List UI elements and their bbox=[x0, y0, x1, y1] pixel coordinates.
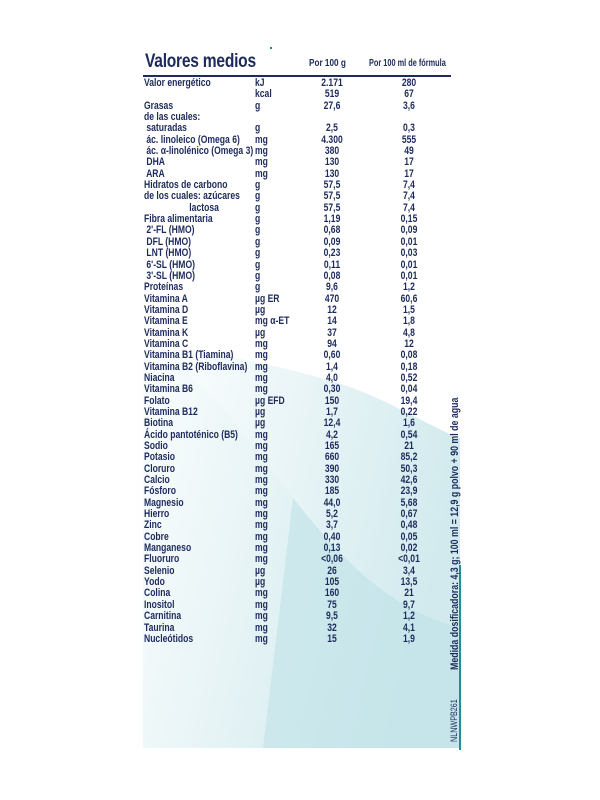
value-per-100ml: 85,2 bbox=[400, 451, 418, 464]
value-per-100ml: 4,8 bbox=[403, 326, 415, 339]
value-per-100ml: 7,4 bbox=[403, 201, 415, 214]
nutrient-name: ARA bbox=[144, 167, 165, 180]
nutrient-name: Taurina bbox=[144, 621, 175, 634]
value-per-100g: 44,0 bbox=[323, 496, 341, 509]
nutrient-unit: mg bbox=[255, 496, 268, 509]
value-per-100g: 94 bbox=[327, 337, 337, 350]
value-per-100ml: 3,4 bbox=[403, 564, 415, 577]
value-per-100ml: 1,5 bbox=[403, 303, 415, 316]
nutrient-unit: mg bbox=[255, 587, 268, 600]
nutrient-unit: g bbox=[255, 269, 261, 282]
value-per-100ml: <0,01 bbox=[398, 553, 420, 566]
nutrient-name: Fósforo bbox=[144, 485, 176, 498]
nutrient-unit: µg bbox=[255, 326, 266, 339]
value-per-100ml: 9,7 bbox=[403, 598, 415, 611]
product-code: NLNWPB261 bbox=[449, 699, 459, 742]
value-per-100g: 0,08 bbox=[323, 269, 341, 282]
value-per-100g: 0,68 bbox=[323, 224, 341, 237]
nutrition-table bbox=[143, 48, 460, 748]
nutrient-name: Hidratos de carbono bbox=[144, 179, 228, 192]
value-per-100ml: 21 bbox=[404, 587, 414, 600]
value-per-100g: 130 bbox=[324, 156, 340, 169]
value-per-100g: 0,11 bbox=[323, 258, 341, 271]
value-per-100ml: 60,6 bbox=[400, 292, 418, 305]
nutrient-name: 2'-FL (HMO) bbox=[144, 224, 195, 237]
nutrient-name: ác. α-linolénico (Omega 3) bbox=[144, 145, 254, 158]
nutrient-name: saturadas bbox=[144, 122, 187, 135]
value-per-100ml: 7,4 bbox=[403, 190, 415, 203]
nutrient-name: ác. linoleico (Omega 6) bbox=[144, 133, 240, 146]
value-per-100g: 0,23 bbox=[323, 247, 341, 260]
value-per-100ml: 42,6 bbox=[400, 474, 418, 487]
nutrient-unit: mg α-ET bbox=[255, 315, 290, 328]
nutrient-name: Manganeso bbox=[144, 542, 192, 555]
table-title: Valores medios bbox=[145, 51, 256, 72]
nutrient-unit: g bbox=[255, 179, 261, 192]
nutrient-unit: mg bbox=[255, 632, 268, 645]
value-per-100g: 37 bbox=[327, 326, 337, 339]
nutrient-unit: mg bbox=[255, 371, 268, 384]
value-per-100ml: 7,4 bbox=[403, 179, 415, 192]
nutrient-unit: mg bbox=[255, 156, 268, 169]
value-per-100g: 4.300 bbox=[321, 133, 343, 146]
nutrient-unit: g bbox=[255, 99, 261, 112]
nutrient-name: Biotina bbox=[144, 417, 174, 430]
value-per-100ml: 23,9 bbox=[400, 485, 418, 498]
value-per-100g: 0,30 bbox=[323, 383, 341, 396]
value-per-100ml: 12 bbox=[404, 337, 414, 350]
nutrient-name: Yodo bbox=[144, 576, 165, 589]
nutrient-unit: mg bbox=[255, 610, 268, 623]
nutrient-name: Carnitina bbox=[144, 610, 182, 623]
nutrient-unit: g bbox=[255, 281, 261, 294]
value-per-100ml: 0,18 bbox=[400, 360, 418, 373]
nutrient-unit: g bbox=[255, 235, 261, 248]
value-per-100g: 330 bbox=[324, 474, 340, 487]
value-per-100g: 160 bbox=[324, 587, 340, 600]
value-per-100ml: 0,52 bbox=[400, 371, 418, 384]
value-per-100ml: 0,05 bbox=[400, 530, 418, 543]
nutrient-name: Vitamina B1 (Tiamina) bbox=[144, 349, 234, 362]
nutrient-unit: mg bbox=[255, 508, 268, 521]
nutrient-name: Cobre bbox=[144, 530, 169, 543]
nutrient-unit: g bbox=[255, 247, 261, 260]
value-per-100ml: 1,6 bbox=[403, 417, 415, 430]
value-per-100g: 519 bbox=[324, 88, 340, 101]
nutrient-unit: mg bbox=[255, 349, 268, 362]
nutrient-unit: g bbox=[255, 190, 261, 203]
nutrient-unit: mg bbox=[255, 337, 268, 350]
nutrient-name: Vitamina C bbox=[144, 337, 189, 350]
nutrient-unit: mg bbox=[255, 462, 268, 475]
value-per-100g: 15 bbox=[327, 632, 337, 645]
nutrient-unit: g bbox=[255, 224, 261, 237]
nutrient-name: Valor energético bbox=[144, 77, 211, 89]
nutrient-unit: mg bbox=[255, 383, 268, 396]
value-per-100g: 57,5 bbox=[323, 190, 341, 203]
nutrient-unit: µg EFD bbox=[255, 394, 285, 407]
nutrient-name: DHA bbox=[144, 156, 165, 169]
nutrient-name: Inositol bbox=[144, 598, 175, 611]
value-per-100ml: 0,15 bbox=[400, 213, 418, 226]
value-per-100g: 470 bbox=[324, 292, 340, 305]
nutrient-unit: mg bbox=[255, 542, 268, 555]
value-per-100g: 5,2 bbox=[326, 508, 338, 521]
value-per-100g: 12 bbox=[327, 303, 337, 316]
value-per-100g: 1,7 bbox=[326, 405, 338, 418]
nutrient-unit: mg bbox=[255, 530, 268, 543]
nutrient-unit: mg bbox=[255, 167, 268, 180]
column-header-per-100g: Por 100 g bbox=[309, 57, 346, 69]
nutrient-name: de los cuales: azúcares bbox=[144, 190, 240, 203]
value-per-100g: 1,19 bbox=[323, 213, 341, 226]
value-per-100ml: 0,02 bbox=[400, 542, 418, 555]
value-per-100ml: 1,2 bbox=[403, 281, 415, 294]
value-per-100g: 9,6 bbox=[326, 281, 338, 294]
nutrient-name: Colina bbox=[144, 587, 171, 600]
value-per-100g: 0,60 bbox=[323, 349, 341, 362]
value-per-100ml: 67 bbox=[404, 88, 414, 101]
nutrient-name: Vitamina K bbox=[144, 326, 189, 339]
nutrient-unit: kJ bbox=[255, 77, 265, 89]
nutrient-unit: mg bbox=[255, 519, 268, 532]
value-per-100ml: 19,4 bbox=[400, 394, 418, 407]
nutrient-unit: µg bbox=[255, 303, 266, 316]
value-per-100ml: 1,2 bbox=[403, 610, 415, 623]
nutrient-name: Niacina bbox=[144, 371, 175, 384]
nutrient-unit: g bbox=[255, 258, 261, 271]
nutrient-name: Vitamina A bbox=[144, 292, 188, 305]
nutrient-unit: mg bbox=[255, 474, 268, 487]
value-per-100ml: 0,04 bbox=[400, 383, 418, 396]
nutrient-unit: mg bbox=[255, 133, 268, 146]
nutrient-unit: mg bbox=[255, 440, 268, 452]
value-per-100g: 185 bbox=[324, 485, 340, 498]
value-per-100ml: 0,22 bbox=[400, 405, 418, 418]
nutrient-unit: g bbox=[255, 213, 261, 226]
value-per-100ml: 280 bbox=[401, 77, 417, 89]
nutrient-name: de las cuales: bbox=[144, 111, 201, 124]
nutrient-unit: mg bbox=[255, 621, 268, 634]
value-per-100g: 9,5 bbox=[326, 610, 338, 623]
value-per-100g: 130 bbox=[324, 167, 340, 180]
nutrient-unit: mg bbox=[255, 145, 268, 158]
nutrient-name: Hierro bbox=[144, 508, 170, 521]
value-per-100ml: 21 bbox=[404, 440, 414, 452]
nutrient-unit: mg bbox=[255, 360, 268, 373]
value-per-100ml: 17 bbox=[404, 167, 414, 180]
value-per-100ml: 17 bbox=[404, 156, 414, 169]
nutrient-unit: µg bbox=[255, 576, 266, 589]
value-per-100g: 390 bbox=[324, 462, 340, 475]
value-per-100ml: 0,03 bbox=[400, 247, 418, 260]
nutrient-name: Sodio bbox=[144, 440, 168, 452]
nutrient-name: LNT (HMO) bbox=[144, 247, 192, 260]
value-per-100ml: 0,48 bbox=[400, 519, 418, 532]
nutrient-name: lactosa bbox=[144, 201, 219, 214]
value-per-100g: 1,4 bbox=[326, 360, 338, 373]
nutrient-unit: mg bbox=[255, 598, 268, 611]
value-per-100g: 2.171 bbox=[321, 77, 343, 89]
value-per-100ml: 13,5 bbox=[400, 576, 418, 589]
nutrient-name: Selenio bbox=[144, 564, 175, 577]
value-per-100g: 14 bbox=[327, 315, 337, 328]
value-per-100ml: 0,54 bbox=[400, 428, 418, 441]
nutrient-name: Vitamina D bbox=[144, 303, 189, 316]
value-per-100g: 4,0 bbox=[326, 371, 338, 384]
nutrient-name: Proteínas bbox=[144, 281, 184, 294]
nutrient-unit: mg bbox=[255, 451, 268, 464]
nutrient-unit: g bbox=[255, 201, 261, 214]
value-per-100g: 57,5 bbox=[323, 201, 341, 214]
nutrient-name: 3'-SL (HMO) bbox=[144, 269, 195, 282]
value-per-100g: 26 bbox=[327, 564, 337, 577]
value-per-100ml: 49 bbox=[404, 145, 414, 158]
value-per-100g: 0,13 bbox=[323, 542, 341, 555]
value-per-100g: 12,4 bbox=[323, 417, 341, 430]
table-row bbox=[143, 634, 460, 645]
nutrient-name: Fibra alimentaria bbox=[144, 213, 213, 226]
value-per-100g: 0,09 bbox=[323, 235, 341, 248]
nutrient-unit: mg bbox=[255, 485, 268, 498]
value-per-100ml: 0,67 bbox=[400, 508, 418, 521]
value-per-100g: 165 bbox=[324, 440, 340, 452]
value-per-100g: 57,5 bbox=[323, 179, 341, 192]
nutrient-unit: kcal bbox=[255, 88, 272, 101]
nutrient-name: Vitamina B12 bbox=[144, 405, 198, 418]
value-per-100g: 0,40 bbox=[323, 530, 341, 543]
value-per-100ml: 0,01 bbox=[400, 235, 418, 248]
nutrient-name: Vitamina B6 bbox=[144, 383, 193, 396]
nutrient-unit: mg bbox=[255, 553, 268, 566]
value-per-100g: 75 bbox=[327, 598, 337, 611]
table-header bbox=[143, 48, 460, 78]
value-per-100g: 660 bbox=[324, 451, 340, 464]
nutrient-unit: µg bbox=[255, 564, 266, 577]
nutrient-unit: µg ER bbox=[255, 292, 280, 305]
value-per-100ml: 1,9 bbox=[403, 632, 415, 645]
nutrient-name: Calcio bbox=[144, 474, 170, 487]
column-header-per-100ml: Por 100 ml de fórmula bbox=[369, 57, 446, 69]
nutrient-name: Vitamina B2 (Riboflavina) bbox=[144, 360, 248, 373]
value-per-100ml: 3,6 bbox=[403, 99, 415, 112]
value-per-100g: 32 bbox=[327, 621, 337, 634]
value-per-100g: 380 bbox=[324, 145, 340, 158]
nutrient-name: Cloruro bbox=[144, 462, 175, 475]
nutrient-name: Ácido pantoténico (B5) bbox=[144, 428, 238, 441]
nutrient-name: Vitamina E bbox=[144, 315, 188, 328]
value-per-100ml: 1,8 bbox=[403, 315, 415, 328]
value-per-100ml: 555 bbox=[401, 133, 417, 146]
nutrient-name: Nucleótidos bbox=[144, 632, 194, 645]
nutrient-name: DFL (HMO) bbox=[144, 235, 192, 248]
nutrient-name: Magnesio bbox=[144, 496, 184, 509]
value-per-100ml: 0,09 bbox=[400, 224, 418, 237]
nutrient-name: Potasio bbox=[144, 451, 175, 464]
value-per-100g: 105 bbox=[324, 576, 340, 589]
value-per-100g: 2,5 bbox=[326, 122, 338, 135]
value-per-100ml: 0,01 bbox=[400, 258, 418, 271]
value-per-100ml: 0,3 bbox=[403, 122, 415, 135]
value-per-100ml: 0,01 bbox=[400, 269, 418, 282]
value-per-100ml: 5,68 bbox=[400, 496, 418, 509]
value-per-100g: 150 bbox=[324, 394, 340, 407]
dosing-note: Medida dosificadora: 4,3 g; 100 ml = 12,9 g polvo + 90 ml de agua bbox=[449, 397, 461, 670]
side-note bbox=[438, 360, 460, 670]
nutrient-unit: g bbox=[255, 122, 261, 135]
table-body bbox=[143, 78, 460, 645]
value-per-100ml: 4,1 bbox=[403, 621, 415, 634]
nutrient-unit: µg bbox=[255, 417, 266, 430]
nutrient-unit: µg bbox=[255, 405, 266, 418]
nutrient-name: Zinc bbox=[144, 519, 162, 532]
value-per-100g: 4,2 bbox=[326, 428, 338, 441]
value-per-100g: 27,6 bbox=[323, 99, 341, 112]
nutrient-name: Grasas bbox=[144, 99, 174, 112]
value-per-100ml: 0,08 bbox=[400, 349, 418, 362]
nutrient-name: 6'-SL (HMO) bbox=[144, 258, 195, 271]
value-per-100ml: 50,3 bbox=[400, 462, 418, 475]
value-per-100g: <0,06 bbox=[321, 553, 343, 566]
nutrient-name: Fluoruro bbox=[144, 553, 180, 566]
nutrient-name: Folato bbox=[144, 394, 170, 407]
value-per-100g: 3,7 bbox=[326, 519, 338, 532]
nutrient-unit: mg bbox=[255, 428, 268, 441]
